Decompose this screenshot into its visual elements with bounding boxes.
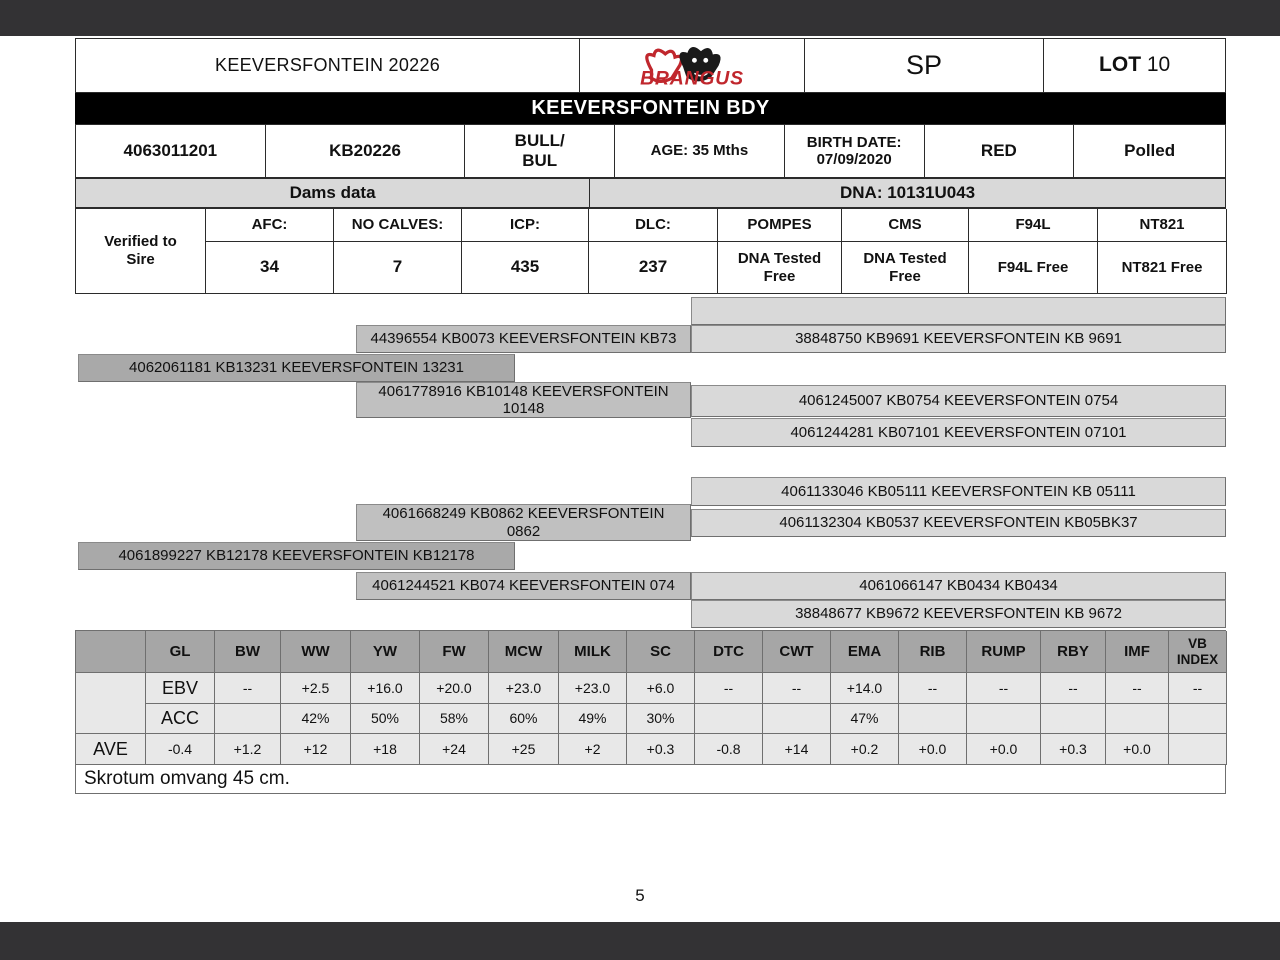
brangus-logo-text: BRANGUS [640,67,744,90]
ebv-value: +14.0 [831,673,899,704]
no-calves-value: 7 [334,242,462,294]
brangus-logo-icon [607,41,777,91]
f94l-result: F94L Free [969,242,1098,294]
dlc-label: DLC: [589,209,718,242]
vb-index-cell [76,673,146,734]
ebv-row-label: EBV [146,673,215,704]
acc-value [1169,704,1227,734]
ebv-col-dtc: DTC [695,631,763,673]
ave-value: +12 [281,734,351,765]
page-number: 5 [635,886,645,905]
ebv-col-vb-index: VB INDEX [1169,631,1227,673]
pedigree-sire-paternal-grandsire [691,297,1226,325]
no-calves-label: NO CALVES: [334,209,462,242]
ebv-value: +23.0 [489,673,559,704]
ave-value: +2 [559,734,627,765]
ave-value: -0.4 [146,734,215,765]
pedigree-sire-maternal-grandsire: 4061245007 KB0754 KEEVERSFONTEIN 0754 [691,385,1226,417]
ebv-value: -- [763,673,831,704]
ave-value: +14 [763,734,831,765]
sex-line2: BUL [522,151,558,170]
lot-label: LOT [1099,53,1142,77]
ave-value: +0.2 [831,734,899,765]
ebv-col-rump: RUMP [967,631,1041,673]
ave-value: +0.0 [899,734,967,765]
ebv-col-yw: YW [351,631,420,673]
ebv-value: -- [967,673,1041,704]
afc-label: AFC: [206,209,334,242]
herd-title: KEEVERSFONTEIN 20226 [76,39,580,92]
f94l-label: F94L [969,209,1098,242]
ebv-col-ema: EMA [831,631,899,673]
ave-value: +0.0 [967,734,1041,765]
ebv-col-sc: SC [627,631,695,673]
sp-code: SP [805,39,1045,92]
acc-value [695,704,763,734]
catalog-header-row [75,38,1226,93]
animal-name-banner: KEEVERSFONTEIN BDY [75,93,1226,124]
ave-row-label: AVE [76,734,146,765]
animal-sex [465,125,615,177]
birth-date-value: 07/09/2020 [816,151,892,168]
pedigree-dam-sire: 4061668249 KB0862 KEEVERSFONTEIN 0862 [356,504,691,541]
dam-stats-grid [75,208,1226,294]
acc-value: 60% [489,704,559,734]
pedigree-sire: 4062061181 KB13231 KEEVERSFONTEIN 13231 [78,354,515,382]
ebv-value: -- [899,673,967,704]
ebv-value: -- [1041,673,1106,704]
acc-value: 58% [420,704,489,734]
cms-label: CMS [842,209,969,242]
acc-value [215,704,281,734]
animal-id: 4063011201 [76,125,266,177]
ebv-value: -- [695,673,763,704]
ebv-value: +16.0 [351,673,420,704]
acc-value: 47% [831,704,899,734]
ave-value: -0.8 [695,734,763,765]
ebv-value: +2.5 [281,673,351,704]
brangus-logo [580,39,805,92]
ebv-col-ww: WW [281,631,351,673]
acc-value: 50% [351,704,420,734]
pedigree-sire-maternal-granddam: 4061244281 KB07101 KEEVERSFONTEIN 07101 [691,418,1226,447]
acc-value [763,704,831,734]
ebv-col-mcw: MCW [489,631,559,673]
section-header-row [75,178,1226,208]
cms-result: DNA Tested Free [842,242,969,294]
pompes-label: POMPES [718,209,842,242]
ave-value: +0.0 [1106,734,1169,765]
animal-horn-status: Polled [1124,141,1176,161]
ebv-col-rby: RBY [1041,631,1106,673]
ave-value: +0.3 [1041,734,1106,765]
animal-birth-date [785,125,925,177]
acc-value: 42% [281,704,351,734]
ave-value: +1.2 [215,734,281,765]
acc-value: 49% [559,704,627,734]
ebv-value: -- [215,673,281,704]
pedigree-sire-sire: 44396554 KB0073 KEEVERSFONTEIN KB73 [356,325,691,353]
acc-row-label: ACC [146,704,215,734]
ave-value: +0.3 [627,734,695,765]
pedigree-dam-paternal-granddam: 4061132304 KB0537 KEEVERSFONTEIN KB05BK37 [691,509,1226,537]
ebv-col-fw: FW [420,631,489,673]
nt821-label: NT821 [1098,209,1227,242]
ebv-col-bw: BW [215,631,281,673]
ebv-col-blank [76,631,146,673]
icp-label: ICP: [462,209,589,242]
animal-colour: RED [925,125,1075,177]
lot-number: 10 [1141,53,1171,77]
ave-value: +18 [351,734,420,765]
lot-cell [1044,39,1225,92]
ebv-col-imf: IMF [1106,631,1169,673]
pedigree-dam-maternal-grandsire: 4061066147 KB0434 KB0434 [691,572,1226,600]
ave-value: +24 [420,734,489,765]
vb-index-ave-cell [1169,734,1227,765]
pedigree-dam-dam: 4061244521 KB074 KEEVERSFONTEIN 074 [356,572,691,600]
acc-value: 30% [627,704,695,734]
ebv-value: -- [1106,673,1169,704]
afc-value: 34 [206,242,334,294]
pedigree-dam: 4061899227 KB12178 KEEVERSFONTEIN KB12178 [78,542,515,570]
pedigree-sire-dam: 4061778916 KB10148 KEEVERSFONTEIN 10148 [356,382,691,418]
sex-line1: BULL/ [514,131,565,151]
ebv-col-milk: MILK [559,631,627,673]
pedigree-dam-maternal-granddam: 38848677 KB9672 KEEVERSFONTEIN KB 9672 [691,600,1226,628]
viewer-bottom-bar [0,922,1280,960]
acc-value [967,704,1041,734]
animal-tattoo: KB20226 [266,125,466,177]
verified-to-sire: Verified to Sire [76,209,206,294]
ebv-col-rib: RIB [899,631,967,673]
nt821-result: NT821 Free [1098,242,1227,294]
ebv-value: -- [1169,673,1227,704]
pompes-result: DNA Tested Free [718,242,842,294]
acc-value [1041,704,1106,734]
ebv-value: +20.0 [420,673,489,704]
dna-label: DNA: 10131U043 [590,179,1225,207]
icp-value: 435 [462,242,589,294]
pedigree-dam-paternal-grandsire: 4061133046 KB05111 KEEVERSFONTEIN KB 05111 [691,477,1226,506]
animal-id-row [75,124,1226,178]
ebv-value: +6.0 [627,673,695,704]
ebv-table [75,630,1226,765]
pedigree-sire-paternal-granddam: 38848750 KB9691 KEEVERSFONTEIN KB 9691 [691,325,1226,353]
animal-age: AGE: 35 Mths [615,125,785,177]
birth-date-label: BIRTH DATE: [806,133,902,151]
dams-data-label: Dams data [76,179,590,207]
acc-value [1106,704,1169,734]
ebv-col-gl: GL [146,631,215,673]
acc-value [899,704,967,734]
ebv-col-cwt: CWT [763,631,831,673]
dlc-value: 237 [589,242,718,294]
viewer-top-bar [0,0,1280,36]
ebv-value: +23.0 [559,673,627,704]
scrotum-note: Skrotum omvang 45 cm. [75,764,1226,794]
ave-value: +25 [489,734,559,765]
